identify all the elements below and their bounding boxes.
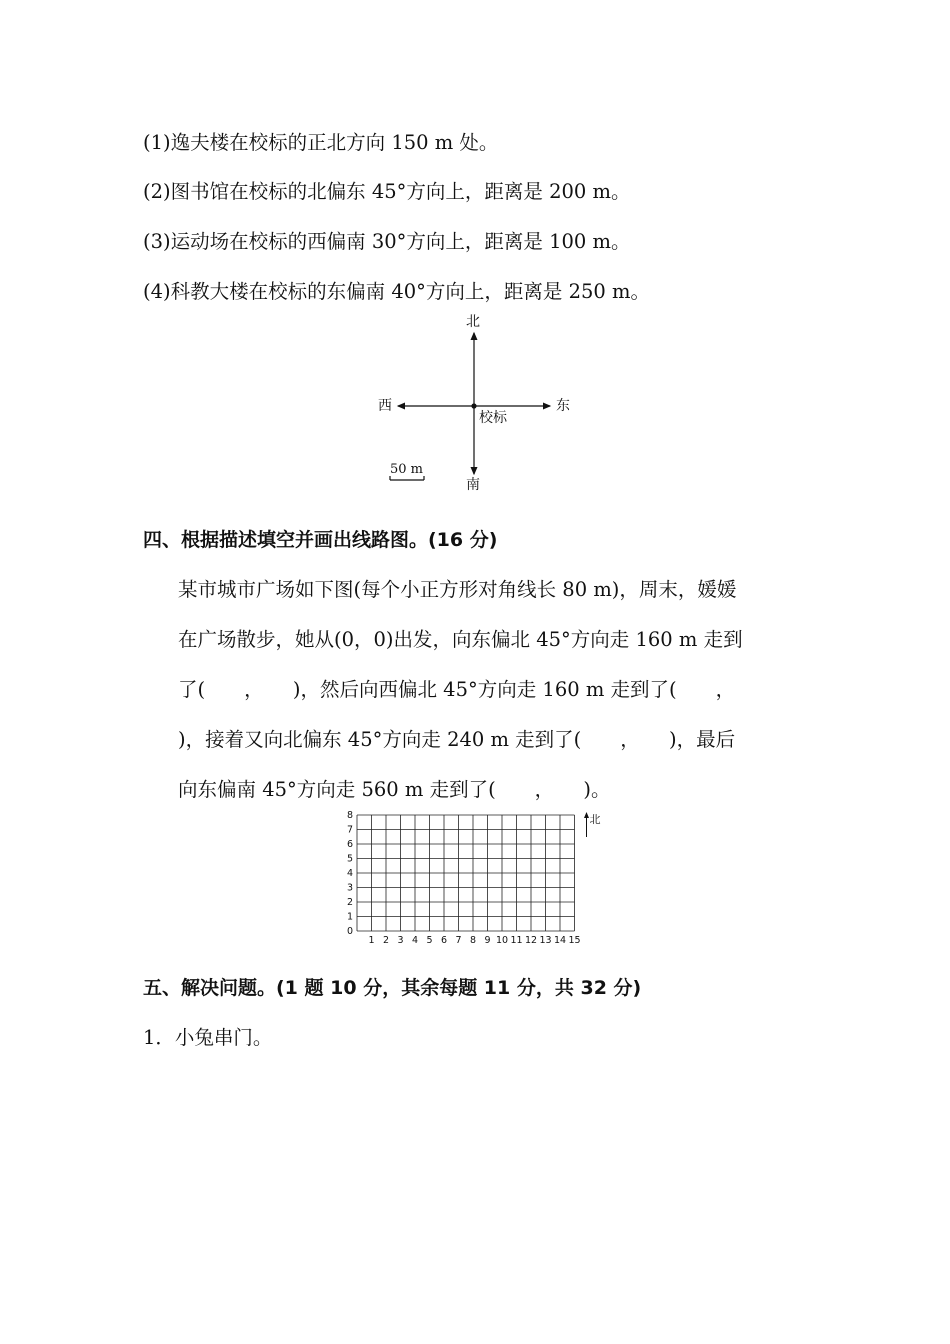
statement-3: (3)运动场在校标的西偏南 30°方向上，距离是 100 m。 <box>143 230 631 253</box>
x-tick-label: 12 <box>524 935 538 946</box>
y-tick-label: 5 <box>346 853 353 865</box>
x-tick-label: 8 <box>469 935 477 946</box>
x-tick-label: 1 <box>368 935 375 946</box>
label-east: 东 <box>556 398 570 414</box>
y-tick-label: 8 <box>346 810 353 821</box>
x-tick-label: 9 <box>484 935 491 946</box>
label-center: 校标 <box>479 410 507 426</box>
y-tick-label: 0 <box>346 926 353 937</box>
y-tick-label: 6 <box>346 839 353 850</box>
part4-line-4: )，接着又向北偏东 45°方向走 240 m 走到了( ， )，最后 <box>178 728 736 751</box>
north-arrow-head <box>584 812 589 818</box>
y-tick-label: 2 <box>346 897 353 908</box>
y-tick-label: 4 <box>346 868 353 879</box>
compass-diagram <box>370 308 590 498</box>
x-tick-label: 14 <box>553 935 567 946</box>
x-tick-label: 11 <box>510 935 523 946</box>
y-tick-label: 3 <box>346 882 353 894</box>
x-tick-label: 4 <box>411 935 419 946</box>
question-1: 1．小兔串门。 <box>143 1026 273 1049</box>
x-tick-label: 2 <box>382 935 390 946</box>
part4-line-5: 向东偏南 45°方向走 560 m 走到了( ， )。 <box>178 778 611 801</box>
statement-1: (1)逸夫楼在校标的正北方向 150 m 处。 <box>143 131 499 154</box>
label-north: 北 <box>466 314 480 330</box>
x-tick-label: 15 <box>568 935 581 946</box>
part4-line-3: 了( ， )，然后向西偏北 45°方向走 160 m 走到了( ， <box>178 678 736 701</box>
x-tick-label: 7 <box>455 935 462 946</box>
coordinate-grid <box>335 810 625 948</box>
x-tick-label: 13 <box>539 935 552 946</box>
statement-2: (2)图书馆在校标的北偏东 45°方向上，距离是 200 m。 <box>143 180 631 203</box>
origin-dot <box>471 403 476 408</box>
x-tick-label: 10 <box>495 935 509 946</box>
part4-heading: 四、根据描述填空并画出线路图。(16 分) <box>143 529 498 551</box>
part4-line-2: 在广场散步，她从(0，0)出发，向东偏北 45°方向走 160 m 走到 <box>178 628 743 651</box>
label-scale: 50 m <box>390 462 424 477</box>
y-tick-label: 1 <box>346 911 353 923</box>
part5-heading: 五、解决问题。(1 题 10 分，其余每题 11 分，共 32 分) <box>143 977 642 999</box>
north-label: 北 <box>589 813 601 826</box>
part4-line-1: 某市城市广场如下图(每个小正方形对角线长 80 m)，周末，媛媛 <box>178 578 737 601</box>
statement-4: (4)科教大楼在校标的东偏南 40°方向上，距离是 250 m。 <box>143 280 650 303</box>
y-tick-label: 7 <box>346 824 353 836</box>
label-west: 西 <box>378 398 392 414</box>
x-tick-label: 6 <box>440 935 448 946</box>
label-south: 南 <box>466 477 480 493</box>
x-tick-label: 3 <box>397 935 404 946</box>
x-tick-label: 5 <box>426 935 433 946</box>
